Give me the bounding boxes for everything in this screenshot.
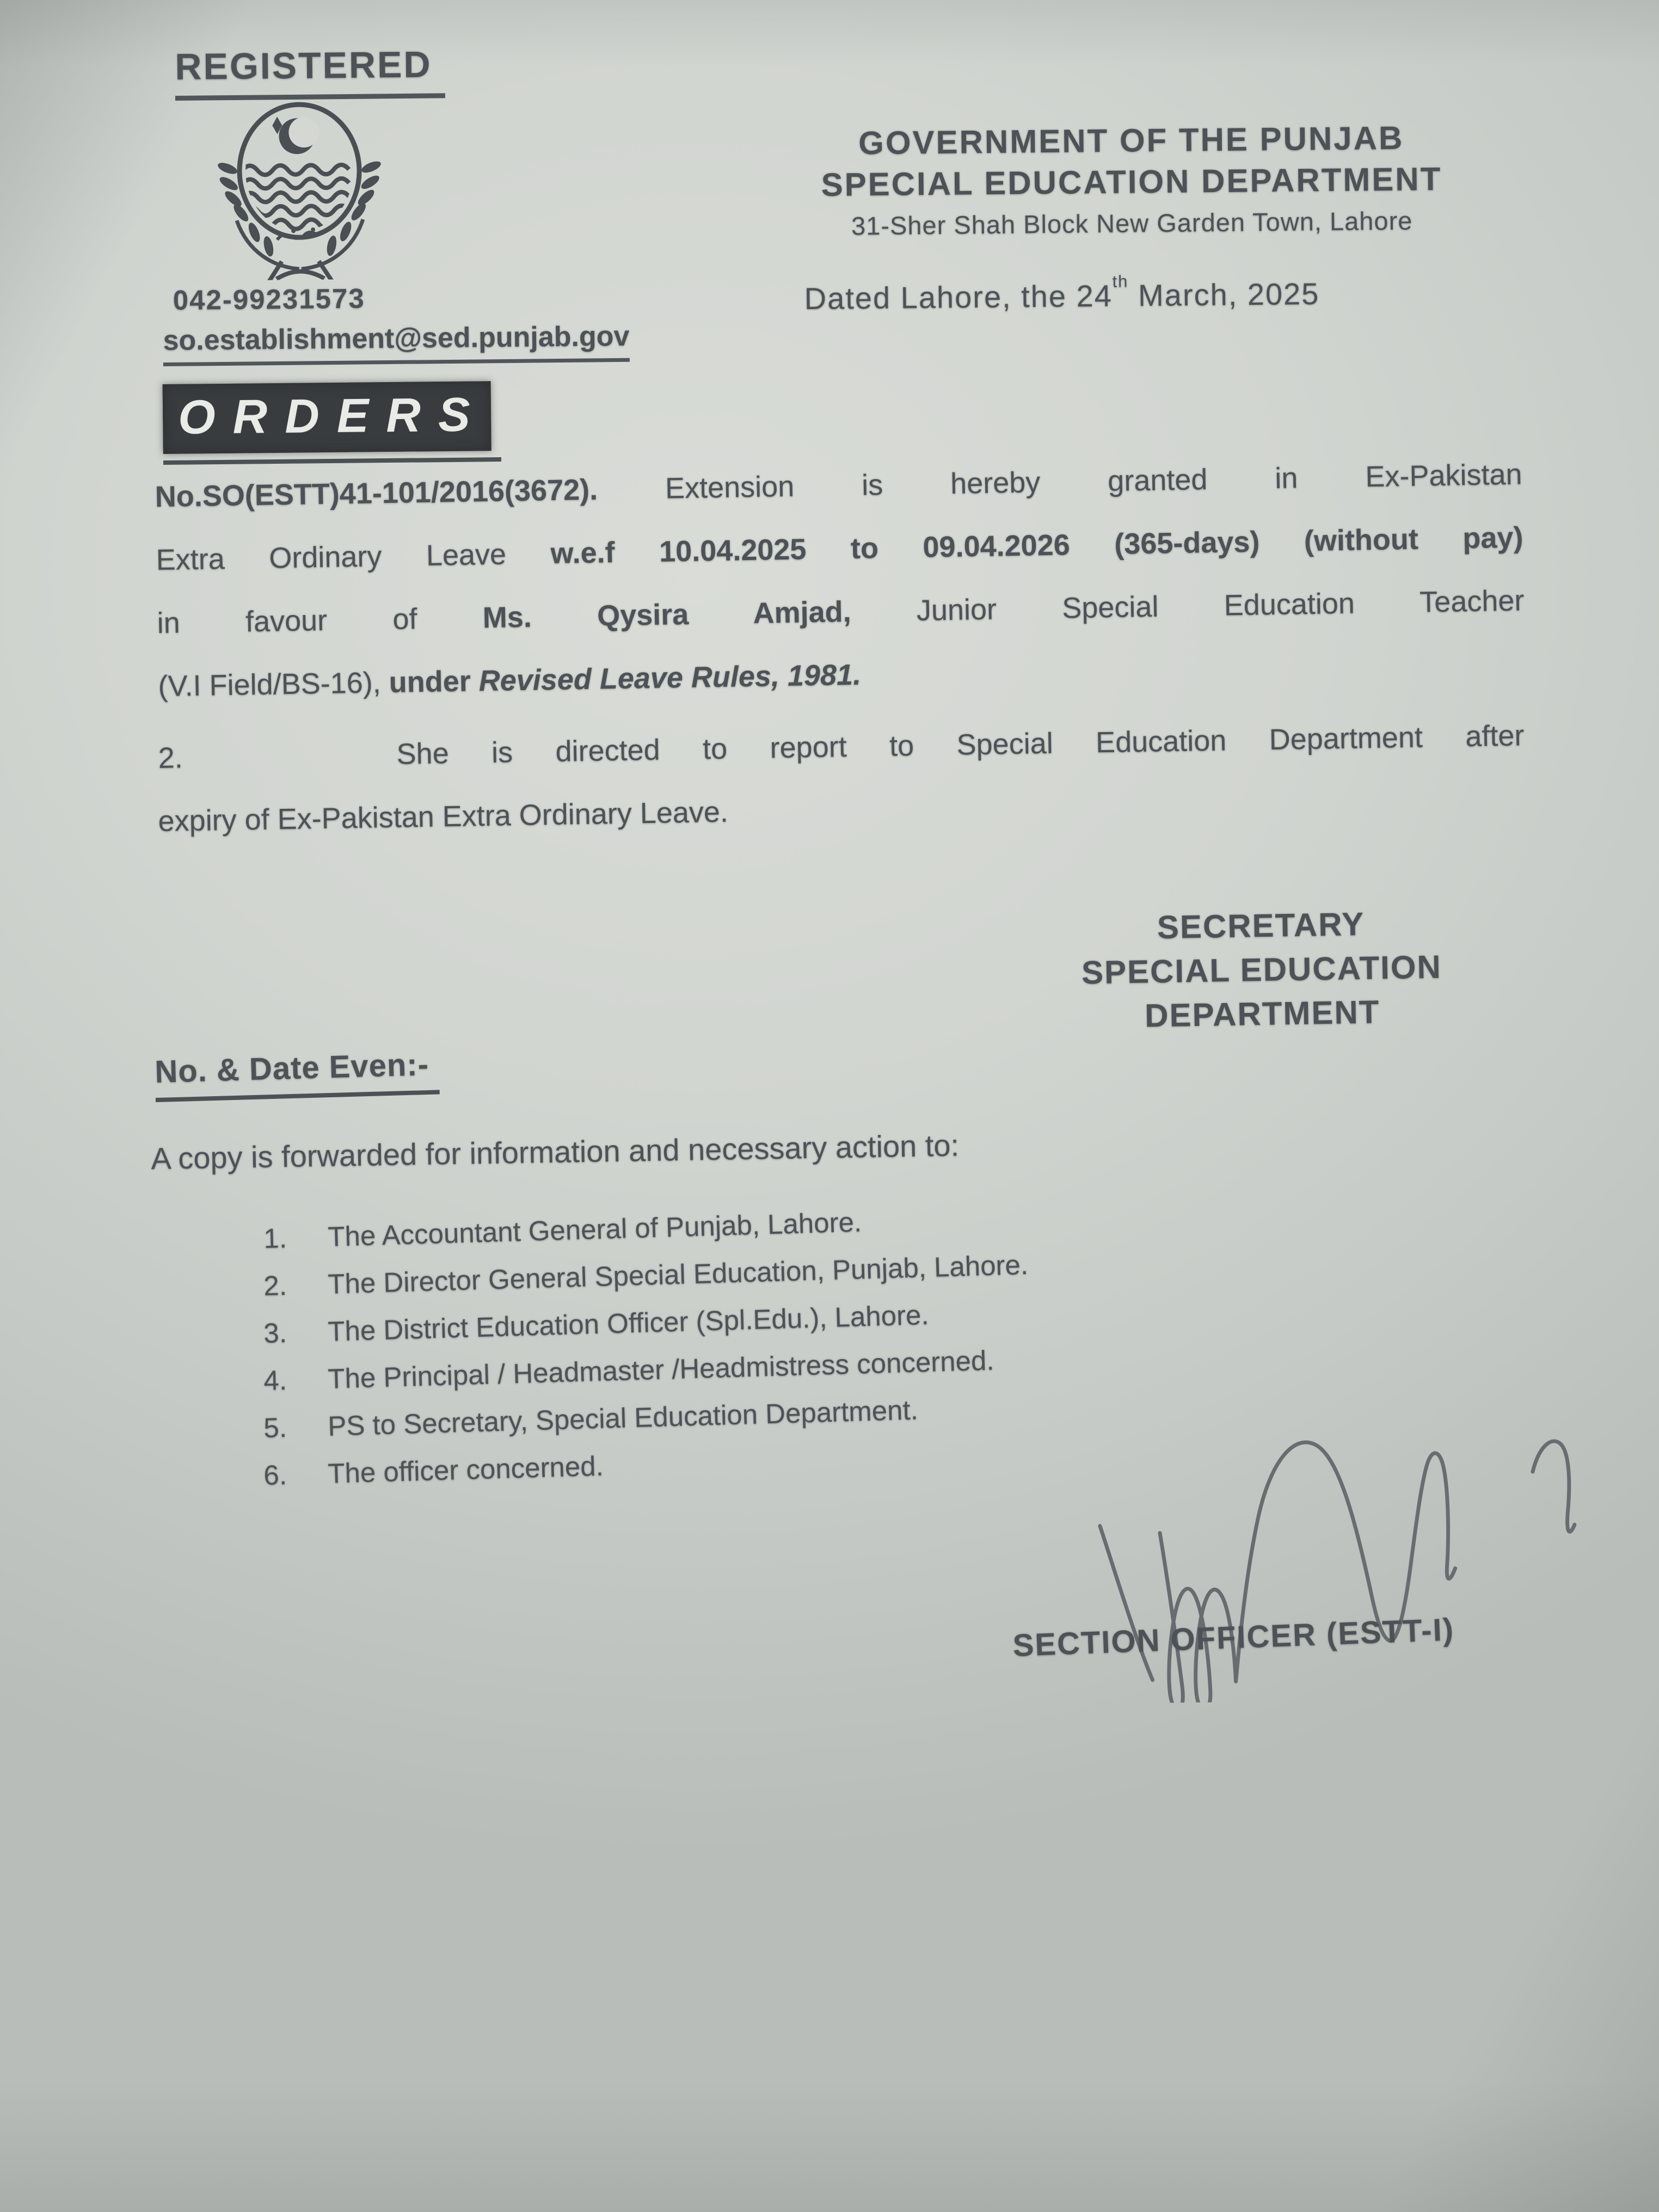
officer-name: Ms. Qysira Amjad, — [482, 595, 852, 635]
list-item-number: 2. — [263, 1269, 287, 1302]
list-item-number: 5. — [263, 1411, 287, 1444]
order-text: in favour of — [157, 601, 483, 640]
order-text: Extension is hereby granted in Ex-Pakistan — [597, 458, 1522, 506]
list-item-number: 4. — [263, 1364, 287, 1397]
list-item-number: 1. — [263, 1222, 287, 1255]
paragraph-two — [157, 718, 1526, 868]
registered-stamp: REGISTERED — [175, 43, 445, 101]
signatory-department: SPECIAL EDUCATION — [1081, 948, 1442, 991]
paragraph-two-text: She is directed to report to Special Education Department after — [396, 719, 1525, 771]
distribution-list — [263, 1206, 1029, 1507]
list-item-text: PS to Secretary, Special Education Department. — [327, 1394, 919, 1442]
paragraph-two-line: expiry of Ex-Pakistan Extra Ordinary Leave. — [158, 795, 729, 838]
list-item-number: 3. — [263, 1317, 287, 1349]
letterhead-department: SPECIAL EDUCATION DEPARTMENT — [821, 161, 1442, 203]
date-suffix: March, 2025 — [1128, 276, 1320, 313]
list-item-text: The officer concerned. — [327, 1450, 604, 1489]
date-prefix: Dated Lahore, the 24 — [804, 278, 1113, 316]
order-paragraph — [155, 457, 1526, 733]
phone-number: 042-99231573 — [173, 282, 365, 316]
date-line — [804, 272, 1320, 316]
orders-heading: ORDERS — [163, 381, 491, 454]
list-item-text: The Principal / Headmaster /Headmistress concerned. — [327, 1344, 995, 1394]
signatory-department: DEPARTMENT — [1144, 993, 1380, 1034]
copy-forward-line: A copy is forwarded for information and necessary action to: — [150, 1128, 960, 1176]
letterhead-address: 31-Sher Shah Block New Garden Town, Lahore — [851, 206, 1413, 241]
date-ordinal-suffix: th — [1112, 272, 1129, 291]
email-address: so.establishment@sed.punjab.gov — [163, 320, 630, 366]
signatory-designation-block — [999, 899, 1524, 1040]
order-number-reference: No.SO(ESTT)41-101/2016(3672). — [155, 473, 598, 514]
order-text: Extra Ordinary Leave — [156, 537, 551, 577]
paragraph-number: 2. — [158, 741, 183, 775]
endorsement-heading: No. & Date Even:- — [155, 1046, 440, 1102]
section-officer-label: SECTION OFFICER (ESTT-I) — [1012, 1612, 1455, 1664]
signatory-title: SECRETARY — [1157, 905, 1365, 946]
leave-period: w.e.f 10.04.2025 to 09.04.2026 (365-days) (without pay) — [550, 521, 1523, 570]
punjab-government-emblem — [190, 94, 409, 281]
crescent-star-icon — [272, 116, 319, 155]
officer-designation: Junior Special Education Teacher — [851, 584, 1525, 628]
letterhead — [706, 116, 1557, 242]
order-text: under — [389, 665, 480, 699]
list-item-number: 6. — [263, 1459, 287, 1491]
list-item-text: The Accountant General of Punjab, Lahore. — [327, 1206, 862, 1252]
list-item-text: The Director General Special Education, Punjab, Lahore. — [327, 1249, 1029, 1300]
orders-heading-underline — [163, 381, 501, 465]
leave-rules-reference: Revised Leave Rules, 1981. — [478, 658, 862, 698]
officer-grade: (V.I Field/BS-16), — [158, 666, 390, 703]
letterhead-government: GOVERNMENT OF THE PUNJAB — [858, 119, 1404, 162]
list-item-text: The District Education Officer (Spl.Edu.), Lahore. — [327, 1299, 930, 1347]
